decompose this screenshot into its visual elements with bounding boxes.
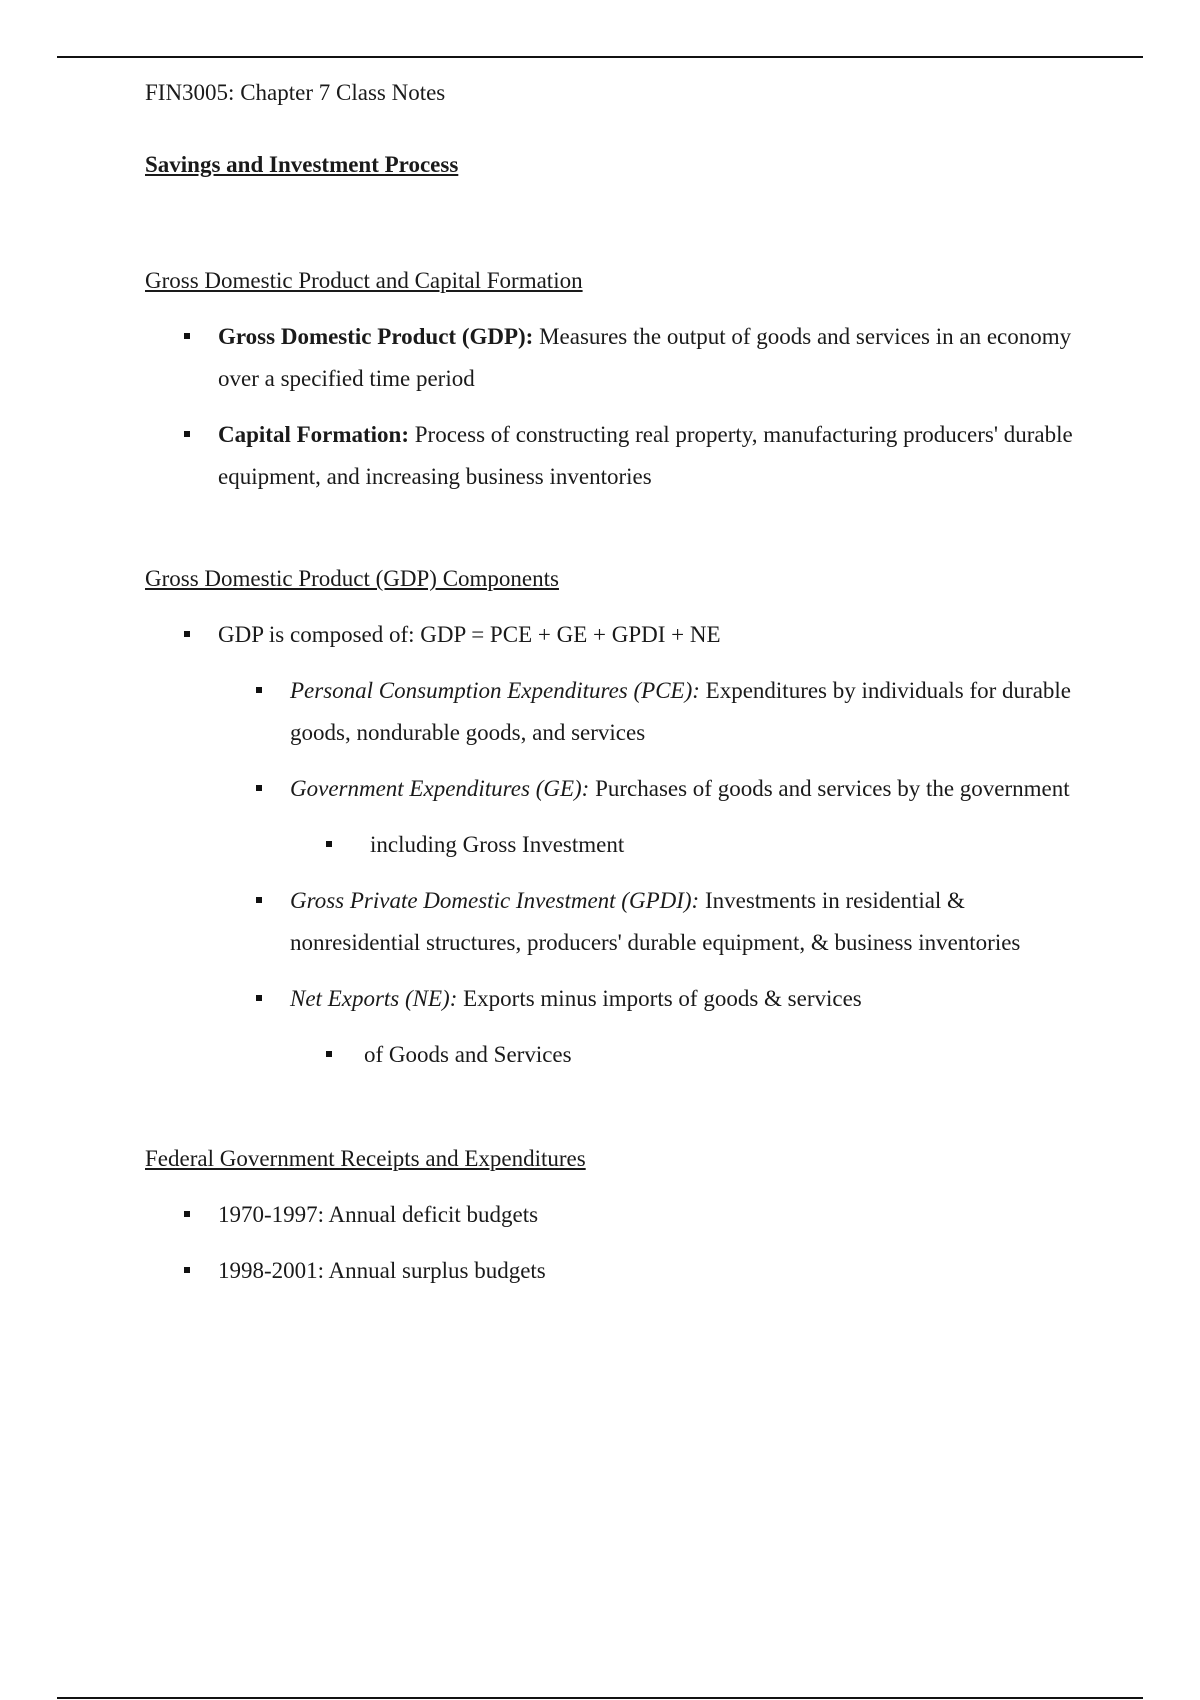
course-header: FIN3005: Chapter 7 Class Notes	[145, 80, 446, 105]
component-subpoint-list	[290, 1034, 1085, 1076]
component-subpoint-list	[290, 824, 1085, 866]
component-term: Gross Private Domestic Investment (GPDI):	[290, 888, 700, 913]
gdp-component-sublist	[218, 670, 1085, 1076]
bottom-rule	[57, 1697, 1143, 1699]
section-heading-gdp-capital-formation: Gross Domestic Product and Capital Formation	[145, 268, 583, 293]
component-term: Net Exports (NE):	[290, 986, 458, 1011]
gdp-formula-text: GDP is composed of: GDP = PCE + GE + GPDI + NE	[218, 622, 721, 647]
list-item	[362, 1034, 1085, 1076]
definition-term: Capital Formation:	[218, 422, 410, 447]
component-subpoint: including Gross Investment	[370, 832, 625, 857]
list-item	[362, 824, 1085, 866]
list-item	[218, 1250, 1085, 1292]
bullet-icon	[256, 785, 262, 791]
bullet-icon	[326, 841, 332, 847]
list-item	[290, 768, 1085, 866]
bullet-icon	[256, 897, 262, 903]
component-text: Exports minus imports of goods & services	[457, 986, 862, 1011]
list-item	[218, 414, 1085, 498]
document-body	[145, 72, 1085, 1292]
list-item	[218, 614, 1085, 1076]
budget-period-text: 1970-1997: Annual deficit budgets	[218, 1202, 539, 1227]
list-item	[290, 880, 1085, 964]
federal-budget-list	[145, 1194, 1085, 1292]
definition-text: Process of constructing real property, manufacturing producers' durable equipment, and increasing business inventories	[218, 422, 1073, 489]
list-item	[218, 1194, 1085, 1236]
list-item	[290, 670, 1085, 754]
definition-text: Measures the output of goods and services in an economy over a specified time period	[218, 324, 1072, 391]
top-rule	[57, 56, 1143, 58]
section-heading-federal-budget: Federal Government Receipts and Expenditures	[145, 1146, 586, 1171]
bullet-icon	[184, 333, 190, 339]
component-text: Investments in residential & nonresidential structures, producers' durable equipment, & business inventories	[290, 888, 1021, 955]
definition-term: Gross Domestic Product (GDP):	[218, 324, 534, 349]
component-text: Purchases of goods and services by the government	[589, 776, 1070, 801]
bullet-icon	[256, 687, 262, 693]
bullet-icon	[256, 995, 262, 1001]
budget-period-text: 1998-2001: Annual surplus budgets	[218, 1258, 546, 1283]
bullet-icon	[326, 1051, 332, 1057]
component-term: Government Expenditures (GE):	[290, 776, 590, 801]
document-title: Savings and Investment Process	[145, 152, 459, 177]
gdp-capital-formation-list	[145, 316, 1085, 498]
list-item	[218, 316, 1085, 400]
section-heading-gdp-components: Gross Domestic Product (GDP) Components	[145, 566, 559, 591]
gdp-components-list	[145, 614, 1085, 1076]
bullet-icon	[184, 631, 190, 637]
bullet-icon	[184, 431, 190, 437]
bullet-icon	[184, 1267, 190, 1273]
component-subpoint: of Goods and Services	[364, 1042, 572, 1067]
list-item	[290, 978, 1085, 1076]
component-text: Expenditures by individuals for durable goods, nondurable goods, and services	[290, 678, 1072, 745]
bullet-icon	[184, 1211, 190, 1217]
component-term: Personal Consumption Expenditures (PCE):	[290, 678, 700, 703]
